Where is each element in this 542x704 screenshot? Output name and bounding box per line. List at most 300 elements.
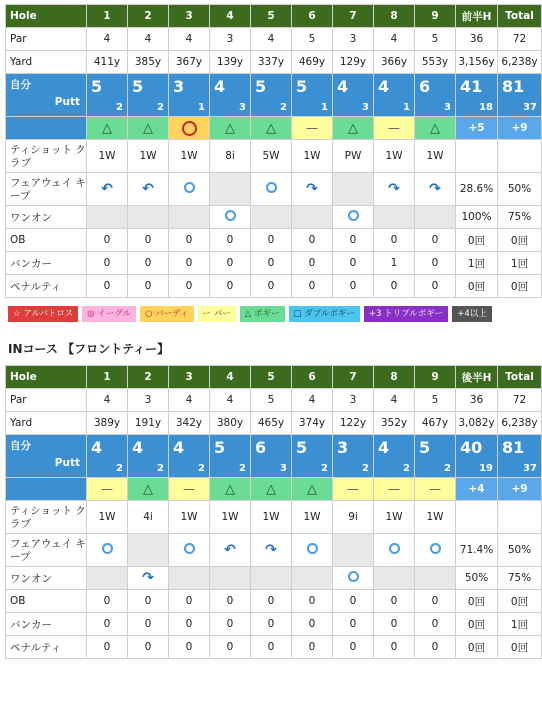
birdie-circle-icon bbox=[182, 121, 197, 136]
penalty-cell: 0 bbox=[292, 275, 333, 298]
miss-left-arrow-icon: ↶ bbox=[101, 181, 113, 197]
yard-label: Yard bbox=[6, 51, 87, 74]
par-row bbox=[6, 389, 542, 412]
par-cell: 5 bbox=[415, 28, 456, 51]
yard-cell: 129y bbox=[333, 51, 374, 74]
fairway-hit-icon bbox=[430, 543, 441, 554]
result-cell bbox=[292, 117, 333, 140]
par-row bbox=[6, 28, 542, 51]
ob-row bbox=[6, 229, 542, 252]
one-on-cell bbox=[292, 567, 333, 590]
yard-total: 6,238y bbox=[498, 51, 542, 74]
tee-club-cell: 1W bbox=[374, 501, 415, 534]
putt-count: 2 bbox=[116, 463, 123, 474]
fairway-keep-cell bbox=[128, 534, 169, 567]
stroke-count: 4 bbox=[91, 438, 103, 457]
one-on-cell bbox=[251, 206, 292, 229]
legend-item: ー パー bbox=[198, 306, 236, 322]
fairway-keep-total: 50% bbox=[498, 534, 542, 567]
fairway-keep-cell bbox=[251, 534, 292, 567]
fairway-keep-cell bbox=[333, 173, 374, 206]
one-on-row bbox=[6, 567, 542, 590]
bunker-cell: 0 bbox=[292, 252, 333, 275]
fairway-keep-label-text: フェアウェイ キープ bbox=[10, 177, 86, 202]
putt-count: 2 bbox=[362, 463, 369, 474]
par-cell: 4 bbox=[128, 28, 169, 51]
one-on-label-text: ワンオン bbox=[10, 211, 52, 224]
tee-club-cell: 1W bbox=[128, 140, 169, 173]
penalty-half: 0回 bbox=[456, 636, 498, 659]
ob-cell: 0 bbox=[128, 590, 169, 613]
par-cell: 5 bbox=[251, 389, 292, 412]
result-cell bbox=[169, 478, 210, 501]
bogey-triangle-icon: △ bbox=[430, 120, 440, 136]
score-cell bbox=[374, 74, 415, 117]
yard-cell: 465y bbox=[251, 412, 292, 435]
hole-number: 1 bbox=[87, 366, 128, 389]
out-course-table bbox=[0, 4, 538, 298]
one-on-cell bbox=[374, 206, 415, 229]
header-row bbox=[6, 5, 542, 28]
penalty-cell: 0 bbox=[415, 275, 456, 298]
bunker-cell: 0 bbox=[333, 613, 374, 636]
stroke-count: 4 bbox=[173, 438, 185, 457]
fairway-keep-cell bbox=[87, 534, 128, 567]
one-on-half: 100% bbox=[456, 206, 498, 229]
tee-club-row bbox=[6, 501, 542, 534]
one-on-cell bbox=[87, 567, 128, 590]
tee-club-half bbox=[456, 501, 498, 534]
score-cell bbox=[128, 435, 169, 478]
one-on-cell bbox=[210, 567, 251, 590]
hole-header: Hole bbox=[6, 366, 87, 389]
ob-label: OB bbox=[6, 229, 87, 252]
par-cell: 4 bbox=[87, 389, 128, 412]
bunker-cell: 0 bbox=[251, 613, 292, 636]
tee-club-cell: 1W bbox=[415, 501, 456, 534]
stroke-count: 4 bbox=[214, 77, 226, 96]
putt-count: 3 bbox=[239, 102, 246, 113]
bunker-cell: 0 bbox=[128, 252, 169, 275]
header-row bbox=[6, 366, 542, 389]
ob-cell: 0 bbox=[169, 229, 210, 252]
fairway-keep-cell bbox=[374, 173, 415, 206]
fairway-keep-cell bbox=[87, 173, 128, 206]
penalty-total: 0回 bbox=[498, 275, 542, 298]
one-on-cell bbox=[210, 206, 251, 229]
ob-cell: 0 bbox=[210, 590, 251, 613]
fairway-keep-row bbox=[6, 173, 542, 206]
score-cell bbox=[169, 74, 210, 117]
par-cell: 5 bbox=[292, 28, 333, 51]
scorecard-table bbox=[5, 365, 542, 659]
result-cell bbox=[128, 478, 169, 501]
par-cell: 4 bbox=[374, 28, 415, 51]
stroke-count: 4 bbox=[337, 77, 349, 96]
par-label: Par bbox=[6, 389, 87, 412]
yard-cell: 139y bbox=[210, 51, 251, 74]
tee-club-label bbox=[6, 140, 87, 173]
hole-number: 4 bbox=[210, 366, 251, 389]
total-strokes: 81 bbox=[502, 77, 525, 96]
result-cell bbox=[210, 478, 251, 501]
ob-total: 0回 bbox=[498, 590, 542, 613]
fairway-hit-icon bbox=[225, 210, 236, 221]
tee-club-label bbox=[6, 501, 87, 534]
ob-half: 0回 bbox=[456, 229, 498, 252]
hole-number: 1 bbox=[87, 5, 128, 28]
par-cell: 4 bbox=[210, 389, 251, 412]
score-label bbox=[6, 74, 87, 117]
putt-label: Putt bbox=[54, 96, 80, 108]
par-dash-icon: — bbox=[306, 121, 318, 135]
total-putts: 37 bbox=[523, 463, 537, 474]
penalty-cell: 0 bbox=[87, 636, 128, 659]
tee-club-label-text: ティショット クラブ bbox=[10, 144, 86, 169]
ob-half: 0回 bbox=[456, 590, 498, 613]
bunker-cell: 0 bbox=[251, 252, 292, 275]
ob-cell: 0 bbox=[374, 229, 415, 252]
one-on-cell bbox=[374, 567, 415, 590]
tee-club-cell: 5W bbox=[251, 140, 292, 173]
par-dash-icon: — bbox=[183, 482, 195, 496]
bunker-cell: 0 bbox=[169, 613, 210, 636]
par-cell: 4 bbox=[374, 389, 415, 412]
fairway-keep-cell bbox=[251, 173, 292, 206]
bunker-row bbox=[6, 252, 542, 275]
score-half bbox=[456, 74, 498, 117]
fairway-hit-icon bbox=[348, 571, 359, 582]
yard-cell: 122y bbox=[333, 412, 374, 435]
fairway-hit-icon bbox=[266, 182, 277, 193]
yard-row bbox=[6, 51, 542, 74]
par-cell: 3 bbox=[128, 389, 169, 412]
one-on-cell bbox=[292, 206, 333, 229]
par-label: Par bbox=[6, 28, 87, 51]
legend-item: ◎ イーグル bbox=[82, 306, 136, 322]
result-row bbox=[6, 478, 542, 501]
bogey-triangle-icon: △ bbox=[348, 120, 358, 136]
yard-cell: 469y bbox=[292, 51, 333, 74]
result-label bbox=[6, 478, 87, 501]
bunker-cell: 0 bbox=[415, 252, 456, 275]
yard-cell: 342y bbox=[169, 412, 210, 435]
half-header: 前半H bbox=[456, 5, 498, 28]
ob-cell: 0 bbox=[87, 590, 128, 613]
stroke-count: 4 bbox=[378, 77, 390, 96]
yard-total: 6,238y bbox=[498, 412, 542, 435]
ob-row bbox=[6, 590, 542, 613]
par-cell: 3 bbox=[333, 389, 374, 412]
miss-left-arrow-icon: ↶ bbox=[224, 542, 236, 558]
bogey-triangle-icon: △ bbox=[143, 120, 153, 136]
putt-count: 3 bbox=[280, 463, 287, 474]
legend-item: ☆ アルバトロス bbox=[8, 306, 78, 322]
penalty-cell: 0 bbox=[169, 636, 210, 659]
score-cell bbox=[292, 74, 333, 117]
stroke-count: 3 bbox=[337, 438, 349, 457]
par-cell: 3 bbox=[333, 28, 374, 51]
putt-count: 3 bbox=[362, 102, 369, 113]
one-on-half: 50% bbox=[456, 567, 498, 590]
ob-cell: 0 bbox=[374, 590, 415, 613]
one-on-cell bbox=[128, 567, 169, 590]
penalty-total: 0回 bbox=[498, 636, 542, 659]
fairway-keep-cell bbox=[169, 173, 210, 206]
score-total bbox=[498, 435, 542, 478]
score-cell bbox=[374, 435, 415, 478]
bunker-cell: 0 bbox=[210, 252, 251, 275]
ob-cell: 0 bbox=[333, 590, 374, 613]
score-row bbox=[6, 74, 542, 117]
par-cell: 4 bbox=[87, 28, 128, 51]
total-putts: 37 bbox=[523, 102, 537, 113]
stroke-count: 5 bbox=[214, 438, 226, 457]
tee-club-cell: 1W bbox=[87, 140, 128, 173]
ob-cell: 0 bbox=[169, 590, 210, 613]
bogey-triangle-icon: △ bbox=[143, 481, 153, 497]
penalty-cell: 0 bbox=[210, 275, 251, 298]
legend-item: ○ バーディ bbox=[140, 306, 193, 322]
bunker-cell: 0 bbox=[292, 613, 333, 636]
bunker-half: 1回 bbox=[456, 252, 498, 275]
yard-cell: 337y bbox=[251, 51, 292, 74]
bunker-cell: 0 bbox=[87, 252, 128, 275]
score-legend bbox=[8, 306, 534, 322]
ob-cell: 0 bbox=[251, 590, 292, 613]
score-cell bbox=[292, 435, 333, 478]
score-cell bbox=[210, 435, 251, 478]
hole-number: 9 bbox=[415, 366, 456, 389]
fairway-hit-icon bbox=[348, 210, 359, 221]
tee-club-cell: 8i bbox=[210, 140, 251, 173]
tee-club-cell: 1W bbox=[292, 501, 333, 534]
yard-cell: 191y bbox=[128, 412, 169, 435]
putt-count: 2 bbox=[239, 463, 246, 474]
tee-club-cell: 1W bbox=[415, 140, 456, 173]
penalty-cell: 0 bbox=[374, 636, 415, 659]
par-dash-icon: — bbox=[429, 482, 441, 496]
one-on-label bbox=[6, 206, 87, 229]
stroke-count: 4 bbox=[132, 438, 144, 457]
half-header: 後半H bbox=[456, 366, 498, 389]
one-on-cell bbox=[333, 567, 374, 590]
score-row bbox=[6, 435, 542, 478]
putt-count: 2 bbox=[157, 102, 164, 113]
par-cell: 5 bbox=[415, 389, 456, 412]
result-cell bbox=[128, 117, 169, 140]
bogey-triangle-icon: △ bbox=[266, 120, 276, 136]
tee-club-cell: PW bbox=[333, 140, 374, 173]
score-cell bbox=[169, 435, 210, 478]
in-course-title: INコース 【フロントティー】 bbox=[8, 342, 170, 356]
legend-item: +4以上 bbox=[452, 306, 492, 322]
hole-number: 5 bbox=[251, 5, 292, 28]
half-putts: 18 bbox=[479, 102, 493, 113]
score-cell bbox=[333, 435, 374, 478]
one-on-total: 75% bbox=[498, 206, 542, 229]
result-cell bbox=[210, 117, 251, 140]
hole-number: 2 bbox=[128, 366, 169, 389]
fairway-hit-icon bbox=[389, 543, 400, 554]
bunker-cell: 0 bbox=[374, 613, 415, 636]
bogey-triangle-icon: △ bbox=[102, 120, 112, 136]
result-cell bbox=[374, 117, 415, 140]
ob-total: 0回 bbox=[498, 229, 542, 252]
tee-club-cell: 1W bbox=[251, 501, 292, 534]
score-cell bbox=[415, 435, 456, 478]
stroke-count: 4 bbox=[378, 438, 390, 457]
bogey-triangle-icon: △ bbox=[307, 481, 317, 497]
one-on-cell bbox=[169, 206, 210, 229]
putt-count: 1 bbox=[403, 102, 410, 113]
fairway-keep-cell bbox=[292, 534, 333, 567]
yard-cell: 467y bbox=[415, 412, 456, 435]
yard-cell: 389y bbox=[87, 412, 128, 435]
ob-cell: 0 bbox=[128, 229, 169, 252]
result-cell bbox=[251, 117, 292, 140]
fairway-keep-label-text: フェアウェイ キープ bbox=[10, 538, 86, 563]
stroke-count: 6 bbox=[419, 77, 431, 96]
putt-count: 2 bbox=[403, 463, 410, 474]
result-total: +9 bbox=[498, 478, 542, 501]
result-cell bbox=[87, 117, 128, 140]
yard-label: Yard bbox=[6, 412, 87, 435]
score-cell bbox=[210, 74, 251, 117]
par-dash-icon: — bbox=[347, 482, 359, 496]
result-cell bbox=[87, 478, 128, 501]
bunker-cell: 0 bbox=[333, 252, 374, 275]
bunker-total: 1回 bbox=[498, 252, 542, 275]
result-cell bbox=[333, 478, 374, 501]
penalty-cell: 0 bbox=[374, 275, 415, 298]
yard-cell: 374y bbox=[292, 412, 333, 435]
one-on-total: 75% bbox=[498, 567, 542, 590]
result-cell bbox=[169, 117, 210, 140]
bunker-cell: 0 bbox=[415, 613, 456, 636]
bunker-total: 1回 bbox=[498, 613, 542, 636]
tee-club-cell: 1W bbox=[374, 140, 415, 173]
fairway-keep-cell bbox=[333, 534, 374, 567]
ob-cell: 0 bbox=[333, 229, 374, 252]
result-label bbox=[6, 117, 87, 140]
fairway-keep-half: 71.4% bbox=[456, 534, 498, 567]
score-cell bbox=[415, 74, 456, 117]
half-strokes: 40 bbox=[460, 438, 483, 457]
fairway-hit-icon bbox=[184, 543, 195, 554]
score-cell bbox=[128, 74, 169, 117]
hole-number: 9 bbox=[415, 5, 456, 28]
miss-right-arrow-icon: ↷ bbox=[306, 181, 318, 197]
total-strokes: 81 bbox=[502, 438, 525, 457]
tee-club-total bbox=[498, 501, 542, 534]
fairway-keep-label bbox=[6, 534, 87, 567]
tee-club-cell: 1W bbox=[210, 501, 251, 534]
tee-club-cell: 1W bbox=[169, 140, 210, 173]
bogey-triangle-icon: △ bbox=[266, 481, 276, 497]
one-on-row bbox=[6, 206, 542, 229]
hole-number: 4 bbox=[210, 5, 251, 28]
miss-right-arrow-icon: ↷ bbox=[388, 181, 400, 197]
putt-count: 2 bbox=[157, 463, 164, 474]
stroke-count: 5 bbox=[255, 77, 267, 96]
tee-club-cell: 4i bbox=[128, 501, 169, 534]
miss-left-arrow-icon: ↶ bbox=[142, 181, 154, 197]
tee-club-total bbox=[498, 140, 542, 173]
yard-cell: 367y bbox=[169, 51, 210, 74]
putt-count: 2 bbox=[116, 102, 123, 113]
penalty-cell: 0 bbox=[333, 275, 374, 298]
par-cell: 4 bbox=[251, 28, 292, 51]
tee-club-cell: 1W bbox=[87, 501, 128, 534]
stroke-count: 5 bbox=[132, 77, 144, 96]
hole-number: 7 bbox=[333, 366, 374, 389]
result-total: +9 bbox=[498, 117, 542, 140]
tee-club-row bbox=[6, 140, 542, 173]
fairway-keep-total: 50% bbox=[498, 173, 542, 206]
miss-right-arrow-icon: ↷ bbox=[142, 570, 154, 586]
result-half: +5 bbox=[456, 117, 498, 140]
putt-count: 1 bbox=[321, 102, 328, 113]
total-header: Total bbox=[498, 366, 542, 389]
stroke-count: 5 bbox=[419, 438, 431, 457]
one-on-cell bbox=[169, 567, 210, 590]
penalty-row bbox=[6, 275, 542, 298]
ob-cell: 0 bbox=[415, 229, 456, 252]
par-total: 72 bbox=[498, 28, 542, 51]
score-cell bbox=[251, 435, 292, 478]
fairway-keep-cell bbox=[415, 534, 456, 567]
yard-cell: 366y bbox=[374, 51, 415, 74]
ob-cell: 0 bbox=[251, 229, 292, 252]
tee-club-half bbox=[456, 140, 498, 173]
fairway-keep-cell bbox=[128, 173, 169, 206]
bunker-label: バンカー bbox=[6, 613, 87, 636]
yard-cell: 352y bbox=[374, 412, 415, 435]
result-cell bbox=[415, 117, 456, 140]
score-cell bbox=[87, 435, 128, 478]
yard-row bbox=[6, 412, 542, 435]
scorecard-page bbox=[0, 4, 538, 659]
result-cell bbox=[251, 478, 292, 501]
fairway-hit-icon bbox=[102, 543, 113, 554]
bogey-triangle-icon: △ bbox=[225, 481, 235, 497]
yard-half: 3,156y bbox=[456, 51, 498, 74]
ob-cell: 0 bbox=[210, 229, 251, 252]
my-score-label: 自分 bbox=[10, 440, 31, 452]
stroke-count: 5 bbox=[91, 77, 103, 96]
hole-number: 3 bbox=[169, 366, 210, 389]
fairway-keep-row bbox=[6, 534, 542, 567]
half-putts: 19 bbox=[479, 463, 493, 474]
one-on-cell bbox=[415, 567, 456, 590]
putt-count: 2 bbox=[198, 463, 205, 474]
total-header: Total bbox=[498, 5, 542, 28]
ob-cell: 0 bbox=[87, 229, 128, 252]
one-on-cell bbox=[87, 206, 128, 229]
one-on-label bbox=[6, 567, 87, 590]
one-on-cell bbox=[128, 206, 169, 229]
bunker-cell: 0 bbox=[87, 613, 128, 636]
yard-half: 3,082y bbox=[456, 412, 498, 435]
bogey-triangle-icon: △ bbox=[225, 120, 235, 136]
bunker-cell: 0 bbox=[169, 252, 210, 275]
par-cell: 3 bbox=[210, 28, 251, 51]
penalty-cell: 0 bbox=[169, 275, 210, 298]
legend-item: +3 トリプルボギー bbox=[364, 306, 448, 322]
my-score-label: 自分 bbox=[10, 79, 31, 91]
one-on-cell bbox=[251, 567, 292, 590]
